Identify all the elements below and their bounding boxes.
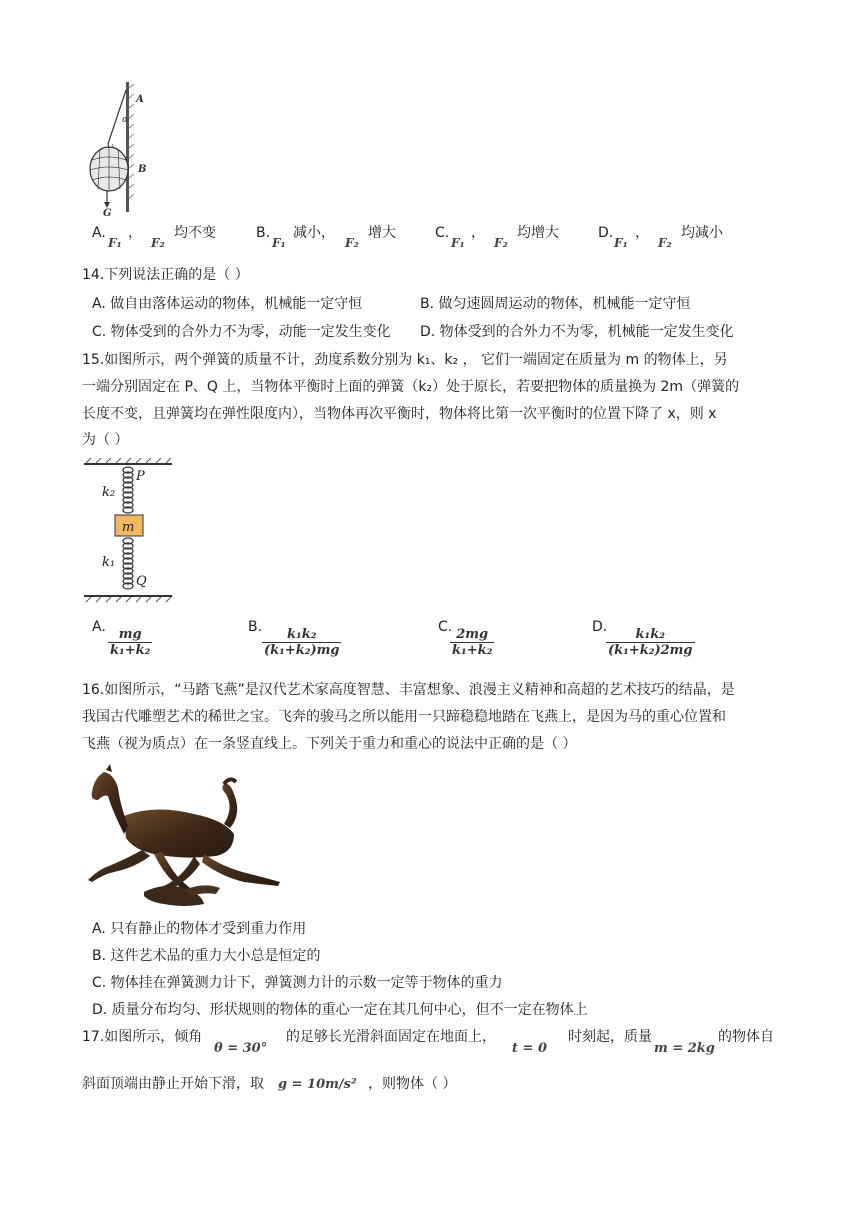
q13-option-a-f1: F₁ [108,236,122,250]
q13-option-b-f1: F₁ [272,236,286,250]
q15-line-4: 为（ ） [82,432,129,448]
q16-line-3: 飞燕（视为质点）在一条竖直线上。下列关于重力和重心的说法中正确的是（ ） [82,736,577,752]
q13-option-d-sep: ， [635,225,649,241]
q15-option-b-numerator: k₁k₂ [287,627,317,642]
q13-option-a-sep: ， [128,225,142,241]
q16-line-2: 我国古代雕塑艺术的稀世之宝。飞奔的骏马之所以能用一只蹄稳稳地踏在飞燕上，是因为马的重心位置和 [82,709,726,725]
label-B: B [138,164,147,175]
q17-t0-formula: t = 0 [512,1041,547,1056]
label-m: m [122,520,135,535]
q15-option-a-numerator: mg [118,627,142,642]
q15-option-a-letter: A. [92,619,106,635]
q15-option-c-numerator: 2mg [456,627,489,642]
q16-option-a: A. 只有静止的物体才受到重力作用 [92,921,307,937]
q17-theta-formula: θ = 30° [214,1041,268,1056]
q16-option-d: D. 质量分布均匀、形状规则的物体的重心一定在其几何中心，但不一定在物体上 [92,1002,588,1018]
q14-option-b: B. 做匀速圆周运动的物体，机械能一定守恒 [420,296,691,312]
q17-text-4: 的物体自 [718,1029,774,1045]
q17-text-2: 的足够长光滑斜面固定在地面上， [286,1029,496,1045]
spring-system-figure [84,458,174,603]
q13-option-b-mid: 减小， [293,225,335,241]
q15-option-c-letter: C. [438,619,453,635]
q13-option-b-text: 增大 [368,225,396,241]
label-Q: Q [136,574,147,589]
q15-option-a-fraction [108,627,152,658]
q14-option-a: A. 做自由落体运动的物体，机械能一定守恒 [92,296,363,312]
q15-line-3: 长度不变，且弹簧均在弹性限度内），当物体再次平衡时，物体将比第一次平衡时的位置下降了 x，则 x [82,406,717,422]
q15-option-a-denominator: k₁+k₂ [110,643,151,658]
q15-option-d-denominator: (k₁+k₂)2mg [608,643,693,658]
label-G: G [103,208,112,218]
q14-option-c: C. 物体受到的合外力不为零，动能一定发生变化 [92,324,391,340]
q13-option-b-f2: F₂ [345,236,359,250]
label-P: P [136,469,145,484]
q15-option-c-denominator: k₁+k₂ [452,643,493,658]
q13-option-a-text: 均不变 [174,225,216,241]
q17-line2-text-b: ，则物体（ ） [368,1076,457,1092]
q13-option-c-text: 均增大 [517,225,559,241]
q14-option-d: D. 物体受到的合外力不为零，机械能一定发生变化 [420,324,734,340]
q13-option-d-f2: F₂ [658,236,672,250]
q14-stem: 14.下列说法正确的是（ ） [82,267,249,283]
q13-option-d-text: 均减小 [681,225,723,241]
q13-option-c-f2: F₂ [494,236,508,250]
q13-option-a-f2: F₂ [151,236,165,250]
galloping-horse-sculpture-image [84,764,282,912]
q13-option-c-sep: ， [471,225,485,241]
q13-option-d-f1: F₁ [614,236,628,250]
q16-option-c: C. 物体挂在弹簧测力计下，弹簧测力计的示数一定等于物体的重力 [92,975,503,991]
q13-option-a-letter: A. [92,225,106,241]
q17-text-1: 17.如图所示，倾角 [82,1029,203,1045]
net-bag-figure [78,82,156,218]
q15-option-b-letter: B. [248,619,263,635]
q16-option-b: B. 这件艺术品的重力大小总是恒定的 [92,948,321,964]
q17-g-formula: g = 10m/s² [278,1077,357,1092]
q16-line-1: 16.如图所示，“马踏飞燕”是汉代艺术家高度智慧、丰富想象、浪漫主义精神和高超的艺术技巧的结晶，是 [82,682,735,698]
q13-option-d-letter: D. [598,225,614,241]
q15-option-b-fraction [262,627,341,658]
q15-option-b-denominator: (k₁+k₂)mg [264,643,340,658]
label-k1: k₁ [102,555,116,570]
label-k2: k₂ [102,485,116,500]
q13-option-c-letter: C. [435,225,450,241]
label-alpha: α [122,115,129,125]
q15-option-d-letter: D. [592,619,608,635]
q15-line-1: 15.如图所示，两个弹簧的质量不计，劲度系数分别为 k₁、k₂ ， 它们一端固定在质量为 m 的物体上，另 [82,352,728,368]
q13-option-b-letter: B. [256,225,271,241]
q15-option-c-fraction [450,627,494,658]
q17-text-3: 时刻起，质量 [568,1029,652,1045]
label-A: A [136,94,144,105]
q13-option-c-f1: F₁ [451,236,465,250]
q15-option-d-numerator: k₁k₂ [635,627,665,642]
q15-option-d-fraction [606,627,695,658]
q17-line2-text-a: 斜面顶端由静止开始下滑，取 [82,1076,264,1092]
q15-line-2: 一端分别固定在 P、Q 上，当物体平衡时上面的弹簧（k₂）处于原长，若要把物体的质量换为 2m（弹簧的 [82,379,740,395]
q17-mass-formula: m = 2kg [654,1041,715,1056]
